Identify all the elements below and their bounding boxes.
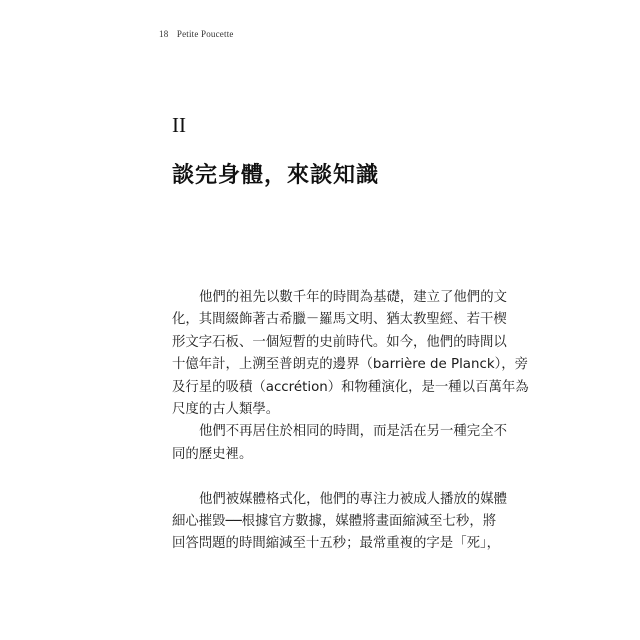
chapter-title: 談完身體，來談知識 (172, 163, 380, 188)
text-line: 他們不再居住於相同的時間，而是活在另一種完全不 (199, 424, 507, 440)
text-line: 化，其間綴飾著古希臘－羅馬文明、猶太教聖經、若干楔 (172, 312, 507, 328)
text-line: 同的歷史裡。 (172, 446, 253, 462)
text-line: 他們的祖先以數千年的時間為基礎，建立了他們的文 (199, 290, 507, 305)
page-number: 18 (159, 29, 169, 39)
running-head-title: Petite Poucette (176, 29, 234, 39)
body-text (172, 287, 529, 556)
chapter-number: II (172, 113, 186, 137)
text-line: 回答問題的時間縮減至十五秒；最常重複的字是「死」， (172, 536, 501, 552)
text-line: 細心摧毀──根據官方數據，媒體將畫面縮減至七秒，將 (172, 513, 497, 529)
text-line: 尺度的古人類學。 (172, 401, 280, 417)
section-gap (172, 466, 472, 488)
text-line: 十億年計，上溯至普朗克的邊界（barrière de Planck），旁 (172, 357, 529, 373)
text-line: 及行星的吸積（accrétion）和物種演化，是一種以百萬年為 (172, 379, 529, 395)
text-line: 他們被媒體格式化，他們的專注力被成人播放的媒體 (199, 491, 507, 507)
running-head (159, 29, 234, 39)
text-line: 形文字石板、一個短暫的史前時代。如今，他們的時間以 (172, 334, 507, 350)
